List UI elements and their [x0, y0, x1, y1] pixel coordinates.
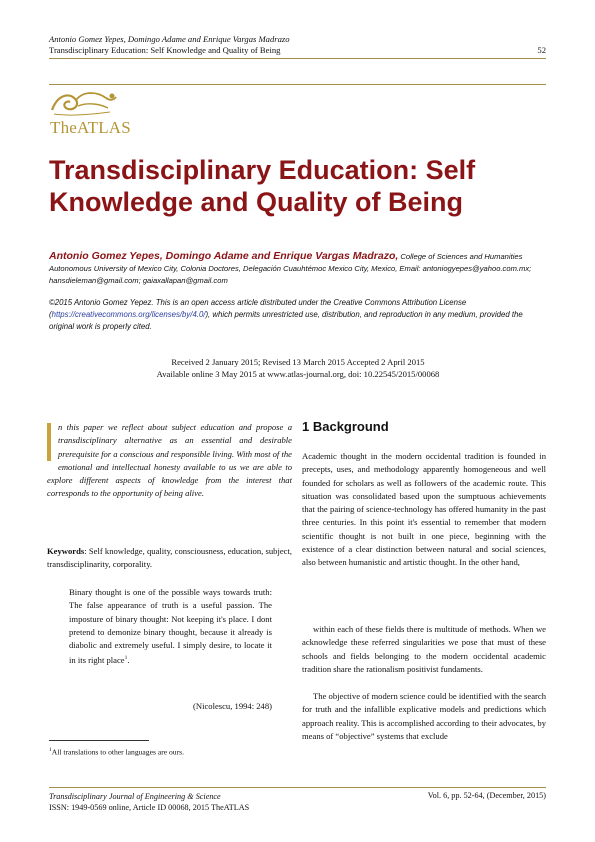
keywords-label: Keywords [47, 546, 85, 556]
received-dates: Received 2 January 2015; Revised 13 March 2015 Accepted 2 April 2015 [171, 357, 425, 367]
page-number: 52 [537, 45, 546, 55]
footer-volume: Vol. 6, pp. 52-64, (December, 2015) [427, 791, 546, 800]
epigraph-quote [69, 586, 272, 668]
section-heading: 1 Background [302, 419, 389, 434]
license-text-end: ), which permits unrestricted use, distribution, and reproduction in any medium, provided the original work is properly cited. [49, 310, 523, 331]
body-paragraph-1: Academic thought in the modern occidental tradition is founded in precepts, uses, and methodology apparently homogeneous and well founded for scholars as well as followers of the academic route. This situation was consolidated based upon the sumptuous achievements that the pairing of science-technology has offered humanity in the past three centuries. In this point it's essential to remember that modern scientific thought is not built in one piece, beginning with the existence of a clear distinction between natural and social sciences, also between humanistic and artistic thought. In the other hand, [302, 451, 546, 568]
article-title: Transdisciplinary Education: Self Knowledge and Quality of Being [49, 155, 476, 217]
body-paragraph-2: within each of these fields there is multitude of methods. When we acknowledge these referred singularities we pose that must of these schools and fields belonging to the modern occidental academic tradition share the rationalism positivist fundaments. [302, 624, 546, 674]
license-notice [49, 297, 547, 333]
running-header-authors: Antonio Gomez Yepes, Domingo Adame and Enrique Vargas Madrazo [49, 34, 290, 44]
keywords [47, 545, 292, 572]
atlas-logo [48, 88, 131, 140]
drop-cap-bar [47, 423, 51, 461]
footnote [49, 745, 294, 758]
abstract [47, 421, 292, 501]
header-rule-2 [49, 84, 546, 85]
footer-journal-name: Transdisciplinary Journal of Engineering & Science [49, 792, 221, 801]
author-affiliation: College of Sciences and Humanities Autonomous University of Mexico City, Colonia Doctores, Delegación Cuauhtémoc Mexico City, Mexico, Email: antoniogyepes@yahoo.com.mx; hansdieleman@gmail.com; gaiaxallapan@gmail.com [49, 252, 532, 285]
author-block [49, 250, 547, 287]
running-header-title: Transdisciplinary Education: Self Knowledge and Quality of Being [49, 45, 281, 55]
quote-text: Binary thought is one of the possible ways towards truth: The false appearance of truth is a useful passion. The imposture of binary thought: Not keeping it's place. I dont pretend to demonize binary thought, because it already is diabolic and extremely useful. I simply desire, to locate it in its right place [69, 587, 272, 666]
header-rule [49, 58, 546, 59]
online-availability: Available online 3 May 2015 at www.atlas-journal.org, doi: 10.22545/2015/00068 [156, 369, 440, 379]
license-link[interactable]: https://creativecommons.org/licenses/by/4.0/ [51, 310, 206, 319]
quote-footnote-mark[interactable]: 1 [124, 655, 128, 662]
footnote-rule [49, 740, 149, 741]
footer-issn: ISSN: 1949-0569 online, Article ID 00068, 2015 TheATLAS [49, 803, 250, 812]
abstract-text: n this paper we reflect about subject education and propose a transdisciplinary alternative as an essential and desirable prerequisite for a conscious and responsible living. With most of the emotional and intellectual honesty available to us we are able to explore different aspects of knowledge from the interest that corresponds to the opportunity of being alive. [47, 422, 292, 499]
quote-end: . [127, 655, 130, 666]
footnote-text: All translations to other languages are ours. [51, 747, 184, 757]
atlas-logo-text: TheATLAS [50, 118, 131, 137]
publication-dates [49, 356, 547, 380]
keywords-text: : Self knowledge, quality, consciousness, education, subject, transdisciplinarity, corporality. [47, 546, 292, 570]
footnote-mark: 1 [49, 747, 52, 753]
body-paragraph-3: The objective of modern science could be identified with the search for truth and the infallible explicative models and predictions which approach reality. This is accomplished according to their advocates, by means of “objective” systems that exclude [302, 691, 546, 741]
author-names: Antonio Gomez Yepes, Domingo Adame and Enrique Vargas Madrazo, [49, 250, 399, 262]
quote-citation: (Nicolescu, 1994: 248) [193, 701, 272, 711]
license-text-start: ©2015 Antonio Gomez Yepez. This is an open access article distributed under the Creative Commons Attribution License ( [49, 298, 467, 319]
footer-journal-info [49, 791, 249, 813]
footer-rule [49, 787, 546, 788]
atlas-logo-ornament-icon [48, 88, 128, 120]
